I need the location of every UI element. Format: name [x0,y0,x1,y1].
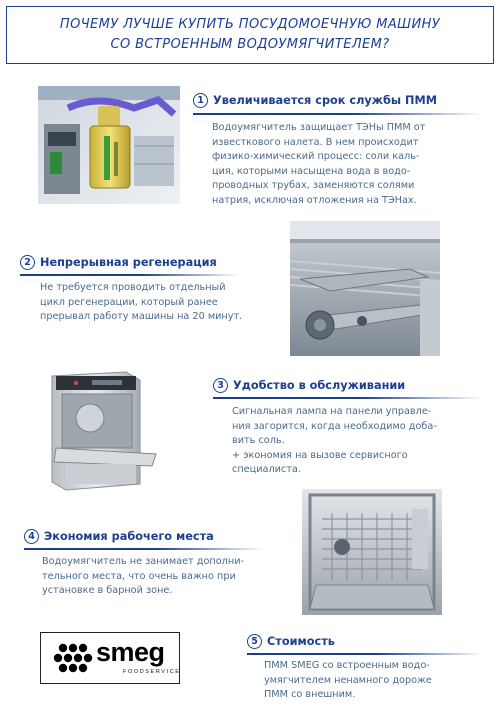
smeg-logo-word: smeg [96,637,165,667]
section-3-line: ния загорится, когда необходимо доба- [232,420,437,432]
section-2-number: 2 [20,255,35,270]
smeg-logo [40,632,180,684]
section-1-rule [193,113,483,115]
section-1-line: ция, которыми насыщена вода в водо- [212,165,411,177]
section-1-line: физико-химический процесс: соли каль- [212,151,420,163]
section-1-heading [193,93,437,108]
smeg-logo-subtitle: FOODSERVICE [123,669,181,675]
smeg-logo-dots [47,634,99,684]
section-3-title: Удобство в обслуживании [233,379,406,392]
section-3-heading [213,378,405,393]
section-4-number: 4 [24,529,39,544]
section-2-line: цикл регенерации, который ранее [40,296,218,308]
section-5-title: Стоимость [267,635,335,648]
section-4-line: тельного места, что очень важно при [42,570,236,582]
section-4-title: Экономия рабочего места [44,530,214,543]
section-2-rule [20,274,240,276]
section-5-number: 5 [247,634,262,649]
section-2-heading [20,255,217,270]
section-5-line: ПММ SMEG со встроенным водо- [264,660,430,671]
section-2-title: Непрерывная регенерация [40,256,217,269]
page-header [6,6,494,64]
section-2-line: Не требуется проводить отдельный [40,282,226,293]
section-3-number: 3 [213,378,228,393]
section-1-line: Водоумягчитель защищает ТЭНы ПММ от [212,122,426,133]
section-5-rule [247,653,483,655]
section-2-line: прерывал работу машины на 20 минут. [40,311,243,323]
section-1-title: Увеличивается срок службы ПММ [213,94,437,107]
section-1-line: известкового налета. В нем происходит [212,136,419,148]
section-5-heading [247,634,335,649]
section-3-rule [213,397,483,399]
section-5-line: умягчителем ненамного дороже [264,674,432,686]
header-line-2: СО ВСТРОЕННЫМ ВОДОУМЯГЧИТЕЛЕМ? [110,37,390,52]
softener-cutaway-image [38,86,180,204]
section-4-rule [24,548,264,550]
section-4-line: Водоумягчитель не занимает дополни- [42,556,244,567]
section-5-text [264,659,432,703]
section-1-line: проводных трубах, заменяются солями [212,180,415,192]
section-4-heading [24,529,214,544]
section-2-text [40,281,242,325]
section-1-number: 1 [193,93,208,108]
section-1-text [212,121,425,209]
section-4-text [42,555,244,599]
header-line-1: ПОЧЕМУ ЛУЧШЕ КУПИТЬ ПОСУДОМОЕЧНУЮ МАШИНУ [59,17,441,32]
spray-arms-image [290,221,440,356]
section-3-line: специалиста. [232,464,301,476]
dishwasher-image [36,366,162,496]
basket-interior-image [302,489,442,615]
section-4-line: установке в барной зоне. [42,585,173,597]
section-3-line: + экономия на вызове сервисного [232,449,408,461]
section-3-text [232,405,437,478]
section-5-line: ПММ со внешним. [264,689,356,701]
section-3-line: Сигнальная лампа на панели управле- [232,406,432,417]
section-3-line: вить соль. [232,435,285,447]
section-1-line: натрия, исключая отложения на ТЭНах. [212,194,417,206]
